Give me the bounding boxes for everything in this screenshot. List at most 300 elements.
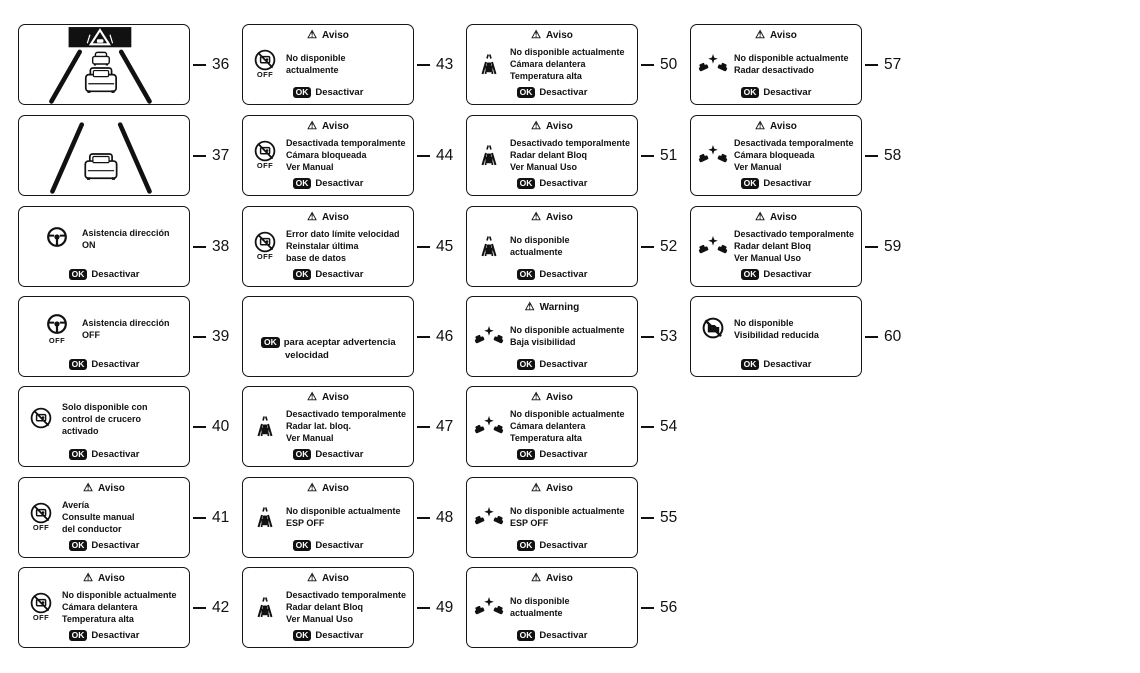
message-lines [510, 595, 631, 619]
figure-number: 56 [660, 598, 678, 616]
message-box-54 [466, 386, 638, 467]
ok-button-badge: OK [741, 178, 760, 189]
ok-action-label: Desactivar [763, 269, 812, 280]
leader-line [193, 64, 206, 66]
message-body [473, 404, 631, 448]
warning-triangle-icon: ⚠ [531, 571, 541, 584]
message-lines [734, 52, 855, 76]
leader-line [641, 426, 654, 428]
ok-action-row [25, 448, 183, 461]
steering-wheel-icon [41, 226, 73, 252]
message-body [25, 300, 183, 358]
ok-button-badge: OK [69, 359, 88, 370]
message-box-60 [690, 296, 862, 377]
message-body [249, 404, 407, 448]
figure-number: 42 [212, 598, 230, 616]
warning-triangle-icon: ⚠ [307, 119, 317, 132]
message-box-59 [690, 206, 862, 287]
callout-47 [414, 386, 453, 467]
ok-action-label: Desactivar [315, 87, 364, 98]
ok-action-label: Desactivar [539, 269, 588, 280]
message-box-48 [242, 477, 414, 558]
ok-action-label: Desactivar [763, 359, 812, 370]
figure-number: 37 [212, 146, 230, 164]
warning-header [473, 481, 631, 495]
camera-off-icon [25, 407, 57, 431]
message-box-39 [18, 296, 190, 377]
warning-title: Aviso [322, 572, 349, 584]
message-box-46 [242, 296, 414, 377]
leader-line [417, 426, 430, 428]
radar-car-icon [250, 595, 280, 619]
warning-header [473, 28, 631, 42]
ok-action-row [249, 448, 407, 461]
callout-48 [414, 477, 453, 558]
ok-action-label: Desactivar [315, 269, 364, 280]
ok-action-label: Desactivar [539, 178, 588, 189]
instruction-row [261, 336, 407, 349]
message-lines [82, 317, 183, 341]
lane-line-left [51, 52, 79, 102]
ok-action-label: Desactivar [315, 178, 364, 189]
lane-line-left [52, 125, 81, 192]
leader-line [641, 155, 654, 157]
message-lines [510, 234, 631, 258]
message-line: No disponible actualmente [62, 590, 177, 600]
message-lines [734, 137, 855, 173]
collision-icon [697, 53, 729, 75]
warning-header [697, 119, 855, 133]
warning-triangle-icon: ⚠ [531, 481, 541, 494]
ok-action-label: Desactivar [539, 540, 588, 551]
leader-line [193, 155, 206, 157]
warning-title: Aviso [546, 29, 573, 41]
collision-icon [697, 235, 729, 257]
leader-line [193, 336, 206, 338]
radar-car-icon [473, 52, 505, 76]
warning-header [473, 119, 631, 133]
ok-action-row [697, 177, 855, 190]
warning-header [473, 300, 631, 314]
ok-action-label: Desactivar [763, 87, 812, 98]
camera-off-icon [28, 407, 54, 431]
ok-button-badge: OK [517, 87, 536, 98]
warning-title: Aviso [546, 391, 573, 403]
figure-number: 39 [212, 327, 230, 345]
message-box-44 [242, 115, 414, 196]
message-line: Ver Manual [286, 433, 334, 443]
message-body [25, 210, 183, 268]
message-lines [286, 408, 407, 444]
collision-icon [473, 506, 505, 528]
message-line: Desactivado temporalmente [510, 138, 631, 148]
figure-number: 43 [436, 55, 454, 73]
ok-action-row [249, 629, 407, 642]
road-scene-two-cars-warning-banner [19, 25, 189, 104]
message-line: Ver Manual [734, 162, 782, 172]
leader-line [193, 246, 206, 248]
ok-action-row [25, 358, 183, 371]
warning-title: Aviso [322, 120, 349, 132]
lane-line-right [120, 125, 149, 192]
warning-header [249, 210, 407, 224]
message-body [473, 224, 631, 268]
warning-title: Warning [539, 301, 580, 313]
icon-off-label: OFF [256, 70, 274, 80]
message-box-37 [18, 115, 190, 196]
ok-action-row [473, 539, 631, 552]
leader-line [641, 246, 654, 248]
message-lines [286, 589, 407, 625]
leader-line [865, 246, 878, 248]
warning-triangle-icon: ⚠ [307, 28, 317, 41]
leader-line [865, 155, 878, 157]
message-line: Asistencia dirección [82, 318, 170, 328]
callout-60 [862, 296, 901, 377]
message-line: Desactivada temporalmente [286, 138, 406, 148]
message-lines [510, 408, 631, 444]
car-near [86, 68, 116, 91]
message-line: Desactivado temporalmente [734, 229, 855, 239]
message-box-47 [242, 386, 414, 467]
radar-car-icon [474, 234, 504, 258]
icon-off-label: OFF [48, 336, 66, 346]
message-line: Desactivado temporalmente [286, 409, 407, 419]
collision-icon [697, 144, 729, 166]
message-line: del conductor [62, 524, 122, 534]
warning-triangle-icon: ⚠ [83, 481, 93, 494]
message-line: No disponible [286, 53, 346, 63]
ok-button-badge: OK [293, 540, 312, 551]
callout-57 [862, 24, 901, 105]
callout-42 [190, 567, 229, 648]
ok-action-label: Desactivar [539, 630, 588, 641]
warning-triangle-icon: ⚠ [531, 28, 541, 41]
message-lines [286, 505, 407, 529]
callout-53 [638, 296, 677, 377]
figure-number: 47 [436, 417, 454, 435]
icon-off-label: OFF [32, 523, 50, 533]
message-line: Temperatura alta [510, 433, 582, 443]
ok-action-row [473, 177, 631, 190]
collision-icon [697, 235, 729, 257]
leader-line [641, 517, 654, 519]
message-body [25, 390, 183, 448]
icon-off-label: OFF [256, 252, 274, 262]
message-line: No disponible [510, 235, 570, 245]
radar-car-icon [249, 505, 281, 529]
message-lines [286, 137, 407, 173]
message-line: Ver Manual [286, 162, 334, 172]
ok-action-row [249, 539, 407, 552]
message-line: control de crucero [62, 414, 142, 424]
figure-number: 51 [660, 146, 678, 164]
ok-action-label: Desactivar [763, 178, 812, 189]
callout-56 [638, 567, 677, 648]
leader-line [193, 517, 206, 519]
message-line: No disponible actualmente [734, 53, 849, 63]
warning-triangle-icon: ⚠ [307, 210, 317, 223]
ok-action-label: Desactivar [315, 540, 364, 551]
message-body [249, 495, 407, 539]
warning-triangle-icon: ⚠ [531, 210, 541, 223]
message-line: Reinstalar última [286, 241, 359, 251]
message-line: Avería [62, 500, 90, 510]
ok-action-row [473, 358, 631, 371]
camera-off-filled-icon [697, 317, 729, 341]
leader-line [193, 607, 206, 609]
ok-button-badge: OK [261, 337, 280, 348]
message-line: No disponible [510, 596, 570, 606]
message-line: activado [62, 426, 99, 436]
collision-icon [473, 415, 505, 437]
callout-44 [414, 115, 453, 196]
warning-triangle-icon: ⚠ [755, 210, 765, 223]
message-line: ESP OFF [286, 518, 325, 528]
message-line: Temperatura alta [62, 614, 134, 624]
message-box-56 [466, 567, 638, 648]
ok-button-badge: OK [517, 359, 536, 370]
radar-car-icon [250, 414, 280, 438]
callout-58 [862, 115, 901, 196]
callout-37 [190, 115, 229, 196]
message-line: OFF [82, 330, 100, 340]
callout-50 [638, 24, 677, 105]
warning-triangle-icon: ⚠ [755, 119, 765, 132]
warning-triangle-icon: ⚠ [531, 119, 541, 132]
message-lines [510, 46, 631, 82]
message-body [249, 224, 407, 268]
message-line: ON [82, 240, 96, 250]
lane-line-right [121, 52, 149, 102]
message-line: Asistencia dirección [82, 228, 170, 238]
ok-action-row [473, 629, 631, 642]
message-body [25, 585, 183, 629]
warning-triangle-icon: ⚠ [307, 481, 317, 494]
ok-action-label: Desactivar [539, 87, 588, 98]
warning-header [25, 571, 183, 585]
ok-action-label: Desactivar [91, 359, 140, 370]
ok-instruction [249, 336, 407, 371]
leader-line [865, 336, 878, 338]
ok-action-row [249, 268, 407, 281]
message-lines [510, 324, 631, 348]
message-line: Radar delant Bloq [510, 150, 588, 160]
message-body [249, 133, 407, 177]
warning-header [249, 571, 407, 585]
figure-number: 58 [884, 146, 902, 164]
warning-triangle-icon: ⚠ [307, 390, 317, 403]
steering-wheel-icon [41, 313, 73, 345]
leader-line [417, 607, 430, 609]
figure-number: 60 [884, 327, 902, 345]
message-body [473, 133, 631, 177]
warning-triangle-icon: ⚠ [83, 571, 93, 584]
ok-button-badge: OK [741, 269, 760, 280]
warning-header [249, 28, 407, 42]
radar-car-icon [474, 143, 504, 167]
message-lines [286, 228, 407, 264]
camera-off-icon [249, 49, 281, 79]
callout-52 [638, 206, 677, 287]
message-line: Baja visibilidad [510, 337, 576, 347]
message-line: Ver Manual Uso [286, 614, 354, 624]
figure-number: 55 [660, 508, 678, 526]
warning-title: Aviso [322, 391, 349, 403]
message-lines [734, 228, 855, 264]
radar-car-icon [249, 414, 281, 438]
leader-line [865, 64, 878, 66]
figure-number: 44 [436, 146, 454, 164]
leader-line [641, 607, 654, 609]
collision-icon [473, 596, 505, 618]
message-box-36 [18, 24, 190, 105]
car [85, 154, 116, 178]
camera-off-icon [249, 140, 281, 170]
warning-triangle-icon: ⚠ [531, 390, 541, 403]
warning-header [697, 210, 855, 224]
message-body [697, 133, 855, 177]
callout-59 [862, 206, 901, 287]
ok-button-badge: OK [517, 449, 536, 460]
message-lines [510, 137, 631, 173]
warning-title: Aviso [546, 572, 573, 584]
message-line: Consulte manual [62, 512, 135, 522]
warning-header [473, 210, 631, 224]
message-body [25, 495, 183, 539]
warning-header [25, 481, 183, 495]
message-lines [62, 401, 183, 437]
callout-39 [190, 296, 229, 377]
message-box-41 [18, 477, 190, 558]
figure-number: 46 [436, 327, 454, 345]
ok-button-badge: OK [293, 178, 312, 189]
message-body [249, 585, 407, 629]
ok-button-badge: OK [293, 630, 312, 641]
message-line: No disponible actualmente [510, 325, 625, 335]
figure-number: 36 [212, 55, 230, 73]
message-line: Cámara delantera [510, 421, 586, 431]
figure-number: 50 [660, 55, 678, 73]
radar-car-icon [473, 234, 505, 258]
ok-button-badge: OK [517, 630, 536, 641]
ok-button-badge: OK [69, 269, 88, 280]
warning-title: Aviso [322, 29, 349, 41]
ok-action-row [249, 86, 407, 99]
message-line: Cámara delantera [62, 602, 138, 612]
message-line: actualmente [510, 247, 563, 257]
ok-button-badge: OK [741, 359, 760, 370]
ok-action-row [25, 629, 183, 642]
message-line: No disponible actualmente [510, 47, 625, 57]
ok-action-row [25, 268, 183, 281]
message-line: base de datos [286, 253, 347, 263]
figure-number: 38 [212, 237, 230, 255]
message-line: Ver Manual Uso [734, 253, 802, 263]
callout-49 [414, 567, 453, 648]
ok-button-badge: OK [517, 178, 536, 189]
warning-title: Aviso [770, 29, 797, 41]
ok-action-label: Desactivar [315, 449, 364, 460]
camera-off-icon [25, 502, 57, 532]
message-box-58 [690, 115, 862, 196]
car-ahead-far [93, 52, 110, 64]
warning-triangle-icon: ⚠ [524, 300, 535, 313]
icon-off-label: OFF [32, 613, 50, 623]
steering-wheel-icon [45, 226, 69, 252]
warning-header [249, 119, 407, 133]
warning-triangle-icon: ⚠ [755, 28, 765, 41]
message-box-43 [242, 24, 414, 105]
callout-43 [414, 24, 453, 105]
message-lines [62, 499, 183, 535]
radar-car-icon [249, 595, 281, 619]
instruction-line: para aceptar advertencia [283, 337, 396, 348]
message-body [697, 300, 855, 358]
spacer [249, 300, 407, 336]
message-body [249, 42, 407, 86]
ok-button-badge: OK [293, 87, 312, 98]
ok-button-badge: OK [293, 449, 312, 460]
ok-action-row [249, 177, 407, 190]
ok-action-label: Desactivar [539, 359, 588, 370]
callout-45 [414, 206, 453, 287]
message-box-49 [242, 567, 414, 648]
figure-number: 45 [436, 237, 454, 255]
message-box-38 [18, 206, 190, 287]
message-line: Desactivada temporalmente [734, 138, 854, 148]
warning-title: Aviso [546, 120, 573, 132]
warning-title: Aviso [98, 572, 125, 584]
leader-line [417, 517, 430, 519]
ok-action-row [473, 268, 631, 281]
figure-number: 57 [884, 55, 902, 73]
message-body [473, 585, 631, 629]
message-lines [62, 589, 183, 625]
ok-button-badge: OK [69, 630, 88, 641]
message-box-50 [466, 24, 638, 105]
ok-action-label: Desactivar [315, 630, 364, 641]
message-line: Error dato límite velocidad [286, 229, 400, 239]
leader-line [417, 336, 430, 338]
message-line: actualmente [510, 608, 563, 618]
message-box-52 [466, 206, 638, 287]
ok-button-badge: OK [69, 540, 88, 551]
warning-title: Aviso [770, 211, 797, 223]
radar-car-icon [250, 505, 280, 529]
warning-title: Aviso [98, 482, 125, 494]
ok-action-row [697, 358, 855, 371]
figure-number: 49 [436, 598, 454, 616]
callout-40 [190, 386, 229, 467]
callout-36 [190, 24, 229, 105]
collision-icon [473, 596, 505, 618]
figure-number: 59 [884, 237, 902, 255]
leader-line [193, 426, 206, 428]
camera-off-icon [249, 231, 281, 261]
warning-title: Aviso [546, 211, 573, 223]
message-box-42 [18, 567, 190, 648]
ok-action-label: Desactivar [91, 449, 140, 460]
leader-line [417, 246, 430, 248]
instruction-line: velocidad [285, 350, 329, 361]
message-line: Ver Manual Uso [510, 162, 578, 172]
warning-header [249, 481, 407, 495]
message-line: Solo disponible con [62, 402, 148, 412]
ok-button-badge: OK [293, 269, 312, 280]
callout-38 [190, 206, 229, 287]
message-body [473, 42, 631, 86]
